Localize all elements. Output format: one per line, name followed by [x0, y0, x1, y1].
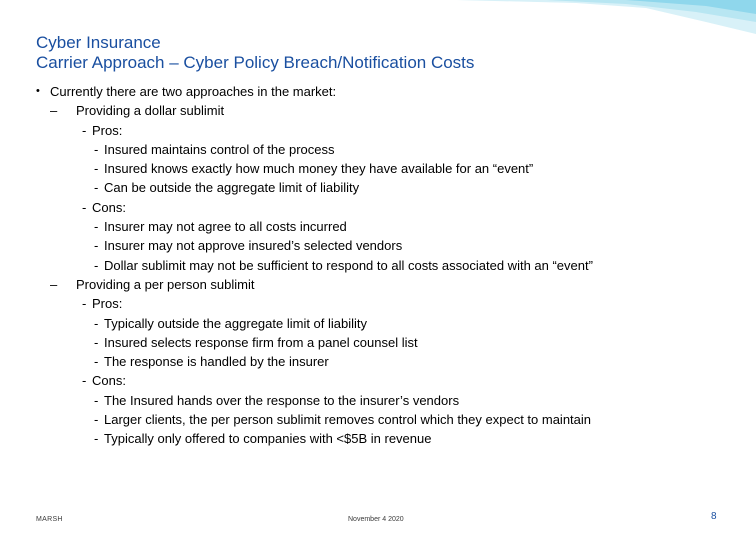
approach-heading: [36, 275, 593, 294]
dash-marker: –: [50, 103, 58, 119]
list-item: [36, 410, 593, 429]
hyphen-marker: -: [94, 431, 99, 447]
list-item-text: The Insured hands over the response to the insurer’s vendors: [104, 392, 460, 408]
hyphen-marker: -: [94, 315, 99, 331]
list-item-text: Larger clients, the per person sublimit removes control which they expect to maintain: [104, 412, 592, 428]
hyphen-marker: -: [94, 354, 99, 370]
pros-label: [36, 121, 593, 140]
hyphen-marker: -: [94, 141, 99, 157]
hyphen-marker: -: [82, 373, 87, 389]
dash-marker: –: [50, 276, 58, 292]
list-item: [36, 217, 593, 236]
hyphen-marker: -: [82, 296, 87, 312]
list-item: [36, 236, 593, 255]
list-item-text: Insurer may not approve insured’s selected vendors: [104, 238, 403, 254]
hyphen-marker: -: [94, 334, 99, 350]
bullet-marker: •: [36, 85, 40, 97]
list-item-text: Can be outside the aggregate limit of liability: [104, 180, 360, 196]
hyphen-marker: -: [94, 392, 99, 408]
list-item-text: Insured selects response firm from a panel counsel list: [104, 334, 418, 350]
list-item: [36, 333, 593, 352]
bullet-intro: [36, 82, 593, 101]
cons-label: [36, 198, 593, 217]
hyphen-marker: -: [94, 161, 99, 177]
approach-text: Providing a per person sublimit: [76, 276, 255, 292]
list-item: [36, 429, 593, 448]
hyphen-marker: -: [82, 122, 87, 138]
pros-label-text: Pros:: [92, 296, 123, 312]
slide-title: [36, 33, 474, 73]
list-item: [36, 352, 593, 371]
footer-date: November 4 2020: [348, 516, 404, 523]
slide-body: [36, 82, 593, 449]
pros-label-text: Pros:: [92, 122, 123, 138]
cons-label-text: Cons:: [92, 199, 126, 215]
list-item: [36, 140, 593, 159]
hyphen-marker: -: [82, 199, 87, 215]
hyphen-marker: -: [94, 412, 99, 428]
list-item: [36, 159, 593, 178]
list-item-text: Typically outside the aggregate limit of liability: [104, 315, 368, 331]
cons-label-text: Cons:: [92, 373, 126, 389]
list-item: [36, 178, 593, 197]
list-item-text: Insurer may not agree to all costs incurred: [104, 219, 347, 235]
page-number: 8: [711, 511, 717, 522]
cons-label: [36, 371, 593, 390]
list-item-text: Dollar sublimit may not be sufficient to respond to all costs associated with an “event”: [104, 257, 593, 273]
slide-title-line1: Cyber Insurance: [36, 33, 161, 52]
list-item: [36, 256, 593, 275]
list-item: [36, 391, 593, 410]
list-item-text: Typically only offered to companies with <$5B in revenue: [104, 431, 432, 447]
bullet-text: Currently there are two approaches in the market:: [50, 84, 337, 99]
hyphen-marker: -: [94, 180, 99, 196]
hyphen-marker: -: [94, 219, 99, 235]
footer-logo: MARSH: [36, 516, 63, 523]
hyphen-marker: -: [94, 238, 99, 254]
approach-text: Providing a dollar sublimit: [76, 103, 225, 119]
slide-title-line2: Carrier Approach – Cyber Policy Breach/Notification Costs: [36, 53, 475, 72]
list-item-text: Insured maintains control of the process: [104, 141, 335, 157]
header-wave-decoration: [456, 0, 756, 40]
list-item-text: Insured knows exactly how much money they have available for an “event”: [104, 161, 534, 177]
hyphen-marker: -: [94, 257, 99, 273]
approach-heading: [36, 101, 593, 120]
pros-label: [36, 294, 593, 313]
list-item-text: The response is handled by the insurer: [104, 354, 329, 370]
list-item: [36, 314, 593, 333]
